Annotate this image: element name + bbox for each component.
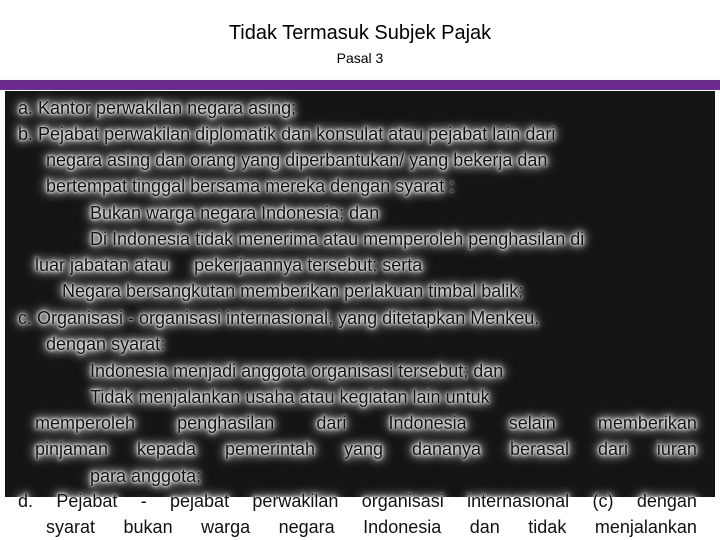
- content-area: [0, 91, 720, 540]
- word: memperoleh: [35, 413, 136, 433]
- word: kepada: [136, 439, 197, 459]
- text-line-item-b: b. Pejabat perwakilan diplomatik dan konsulat atau pejabat lain dari: [18, 124, 556, 144]
- text-line-item-c: c. Organisasi - organisasi internasional, yang ditetapkan Menkeu,: [18, 308, 540, 328]
- word: dananya: [411, 439, 482, 459]
- word: selain: [508, 413, 556, 433]
- word: d.: [18, 491, 34, 511]
- word: menjalankan: [594, 517, 697, 537]
- word: memberikan: [597, 413, 697, 433]
- word: iuran: [656, 439, 697, 459]
- text-line: negara asing dan orang yang diperbantukan/ yang bekerja dan: [46, 150, 548, 170]
- word: internasional: [467, 491, 570, 511]
- text-line: dengan syarat:: [46, 334, 166, 354]
- word: dengan: [636, 491, 697, 511]
- text-line: [35, 436, 697, 462]
- word: warga: [201, 517, 251, 537]
- text-line: bertempat tinggal bersama mereka dengan syarat :: [46, 176, 455, 196]
- word: tidak: [528, 517, 567, 537]
- text-line: Tidak menjalankan usaha atau kegiatan lain untuk: [90, 387, 490, 407]
- word: penghasilan: [177, 413, 275, 433]
- word: Indonesia: [388, 413, 467, 433]
- word: pemerintah: [224, 439, 316, 459]
- slide-subtitle: Pasal 3: [336, 50, 384, 66]
- word: berasal: [509, 439, 570, 459]
- word: organisasi: [361, 491, 444, 511]
- word: negara: [278, 517, 335, 537]
- text-line: Bukan warga negara Indonesia; dan: [90, 203, 380, 223]
- accent-bar: [0, 80, 720, 90]
- text-line-item-d: [18, 488, 697, 514]
- text-line: luar jabatan atau pekerjaannya tersebut; serta: [35, 255, 423, 275]
- word: perwakilan: [252, 491, 339, 511]
- word: -: [140, 491, 147, 511]
- text-line: Di Indonesia tidak menerima atau memperoleh penghasilan di: [90, 229, 585, 249]
- slide-title: Tidak Termasuk Subjek Pajak: [228, 22, 492, 44]
- text-line: [46, 514, 697, 540]
- word: syarat: [46, 517, 96, 537]
- word: dari: [316, 413, 347, 433]
- text-line-item-a: a. Kantor perwakilan negara asing;: [18, 98, 297, 118]
- word: dari: [597, 439, 628, 459]
- word: dan: [469, 517, 500, 537]
- slide-header: [0, 0, 720, 80]
- word: yang: [343, 439, 384, 459]
- word: pinjaman: [35, 439, 109, 459]
- word: bukan: [123, 517, 173, 537]
- text-line: [35, 410, 697, 436]
- word: (c): [592, 491, 614, 511]
- word: Pejabat: [56, 491, 118, 511]
- text-line: Indonesia menjadi anggota organisasi tersebut; dan: [90, 361, 504, 381]
- text-line: Negara bersangkutan memberikan perlakuan timbal balik;: [62, 281, 524, 301]
- word: pejabat: [170, 491, 230, 511]
- word: Indonesia: [363, 517, 442, 537]
- text-line: para anggota;: [90, 466, 202, 486]
